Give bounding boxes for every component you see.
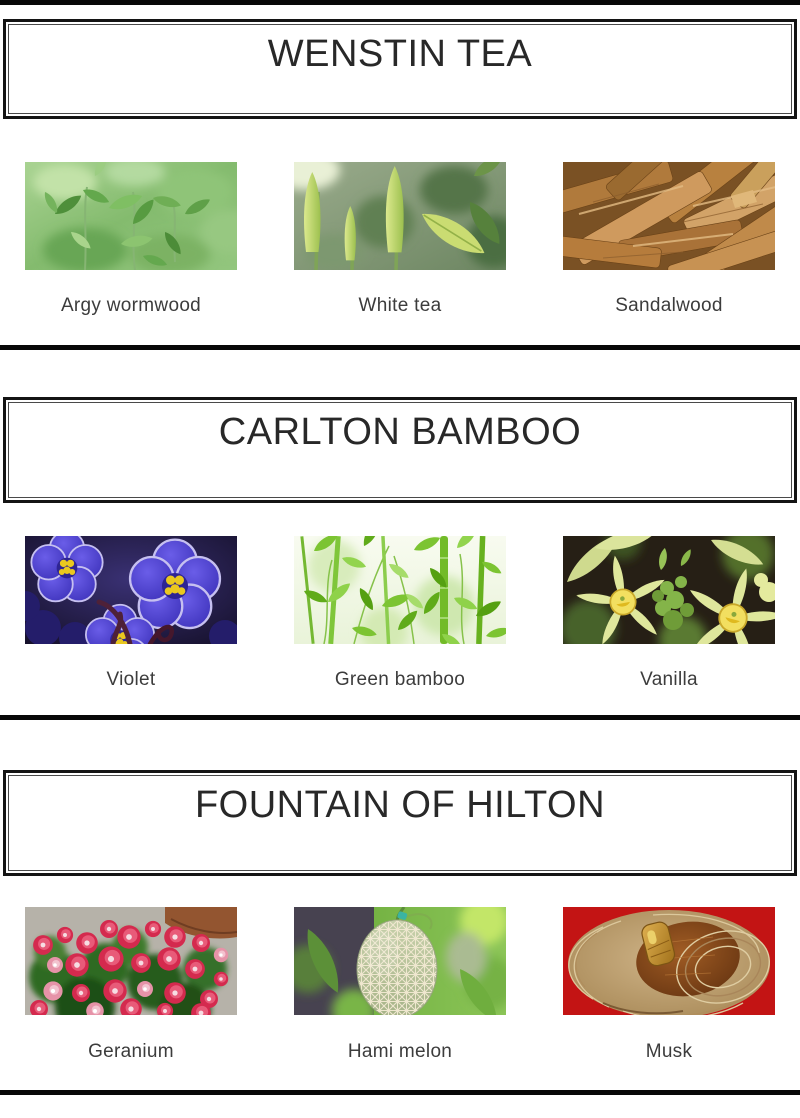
ingredient-row <box>0 907 800 1062</box>
section-title-inner-frame <box>8 775 792 871</box>
ingredient-row <box>0 536 800 690</box>
ingredient-label: Geranium <box>88 1041 174 1062</box>
section-title: FOUNTAIN OF HILTON <box>194 784 606 826</box>
ingredient-cell <box>563 907 775 1062</box>
white-tea-photo <box>294 162 506 270</box>
argy-wormwood-photo <box>25 162 237 270</box>
green-bamboo-photo <box>294 536 506 644</box>
ingredient-row <box>0 162 800 316</box>
section-title: CARLTON BAMBOO <box>218 411 582 453</box>
ingredient-cell <box>563 162 775 316</box>
section-title-box <box>3 397 797 503</box>
section-wenstin-tea <box>0 19 800 316</box>
section-title-box <box>3 19 797 119</box>
hami-melon-photo <box>294 907 506 1015</box>
ingredient-label: Vanilla <box>640 669 698 690</box>
ingredient-label: Musk <box>645 1041 693 1062</box>
section-title-inner-frame <box>8 24 792 114</box>
ingredient-cell <box>563 536 775 690</box>
ingredient-cell <box>25 162 237 316</box>
ingredient-label: Argy wormwood <box>60 295 202 316</box>
top-divider-bar <box>0 0 800 5</box>
ingredient-label: White tea <box>358 295 442 316</box>
ingredient-label: Green bamboo <box>334 669 466 690</box>
bottom-divider-bar <box>0 1090 800 1095</box>
ingredient-cell <box>25 536 237 690</box>
section-fountain-of-hilton <box>0 770 800 1062</box>
ingredient-cell <box>294 162 506 316</box>
section-divider-bar <box>0 715 800 720</box>
ingredient-cell <box>294 536 506 690</box>
ingredient-cell <box>294 907 506 1062</box>
section-title-box <box>3 770 797 876</box>
ingredient-cell <box>25 907 237 1062</box>
violet-photo <box>25 536 237 644</box>
section-carlton-bamboo <box>0 397 800 690</box>
section-divider-bar <box>0 345 800 350</box>
sandalwood-photo <box>563 162 775 270</box>
ingredient-label: Sandalwood <box>615 295 723 316</box>
ingredient-label: Violet <box>106 669 156 690</box>
musk-photo <box>563 907 775 1015</box>
ingredient-label: Hami melon <box>347 1041 453 1062</box>
geranium-photo <box>25 907 237 1015</box>
section-title-inner-frame <box>8 402 792 498</box>
vanilla-photo <box>563 536 775 644</box>
section-title: WENSTIN TEA <box>267 33 533 75</box>
